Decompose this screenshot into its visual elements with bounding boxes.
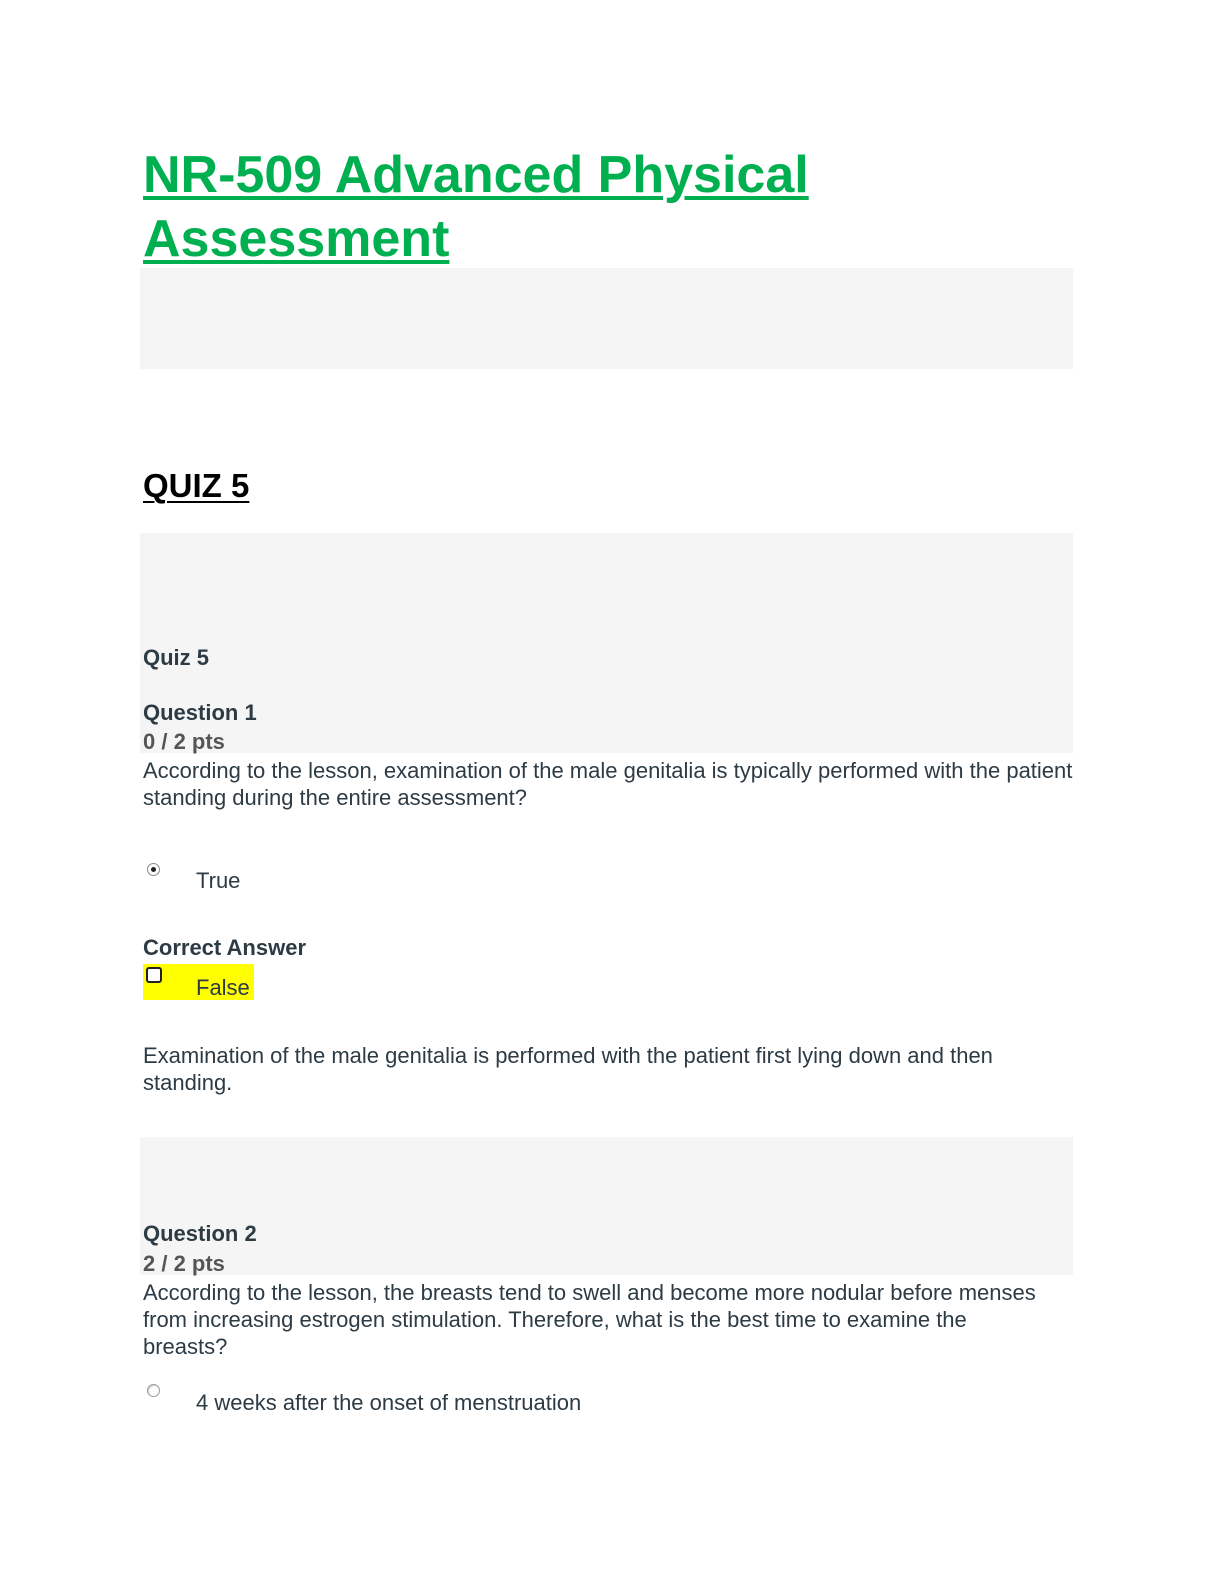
gray-band [140,533,1073,753]
gray-band [140,1137,1073,1275]
correct-answer-marker-icon [146,967,162,983]
correct-answer-label: Correct Answer [143,935,307,960]
question-1-label: Question 1 [143,700,257,725]
quiz-name: Quiz 5 [143,645,210,670]
document-title[interactable]: NR-509 Advanced Physical Assessment [143,146,809,268]
question-2-option-1: 4 weeks after the onset of menstruation [196,1390,582,1415]
question-1-prompt: According to the lesson, examination of the male genitalia is typically performed with the patient standing during the entire assessment? [143,758,1073,810]
question-2-label: Question 2 [143,1221,257,1246]
question-2-points: 2 / 2 pts [143,1251,225,1276]
question-1-selected-answer: True [196,868,241,893]
question-1-correct-answer: False [196,975,250,1000]
radio-unselected-icon[interactable] [147,1384,160,1397]
question-2-prompt: According to the lesson, the breasts tend to swell and become more nodular before menses from increasing estrogen stimulation. Therefore, what is the best time to examine the breasts? [143,1280,1036,1359]
question-1-points: 0 / 2 pts [143,729,225,754]
radio-selected-icon[interactable] [147,863,160,876]
gray-band [140,268,1073,369]
question-1-explanation: Examination of the male genitalia is performed with the patient first lying down and then standing. [143,1043,993,1095]
quiz-heading: QUIZ 5 [143,467,250,504]
